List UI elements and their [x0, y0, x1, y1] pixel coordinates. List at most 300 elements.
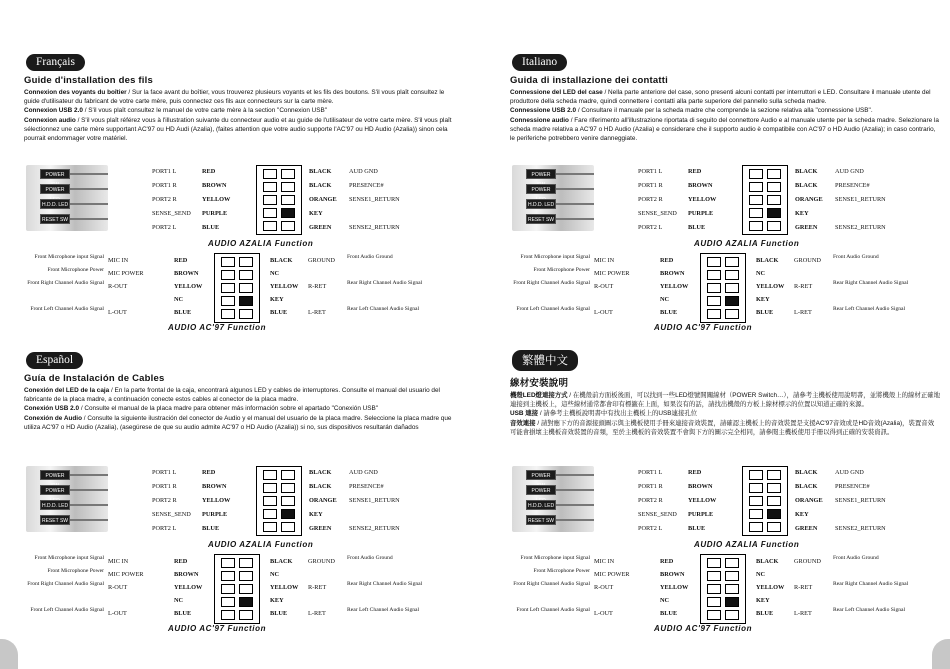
ac97-left-pin-label: L-OUT: [108, 610, 127, 617]
hd-left-pin-label: PORT2 L: [152, 224, 177, 231]
ac97-left-wire-color: BLUE: [660, 610, 678, 617]
front-panel-cable-photo: [512, 165, 594, 231]
hd-left-wire-color: BROWN: [688, 182, 713, 189]
hd-left-wire-color: BROWN: [202, 182, 227, 189]
cable-plug: POWER: [526, 184, 556, 194]
ac97-left-desc: Front Left Channel Audio Signal: [516, 306, 590, 312]
key-pin: [725, 296, 739, 306]
ac97-right-desc: Rear Left Channel Audio Signal: [347, 306, 420, 312]
ac97-function-title: AUDIO AC'97 Function: [168, 323, 267, 332]
ac97-right-wire-color: YELLOW: [756, 283, 785, 290]
hd-right-pin-label: PRESENCE#: [835, 483, 870, 490]
ac97-left-pin-label: MIC IN: [594, 257, 615, 264]
ac97-audio-header: [214, 253, 260, 323]
paragraph: [24, 414, 454, 432]
section-title: Guida di installazione dei contatti: [510, 75, 668, 86]
cable-wire: [556, 489, 594, 491]
ac97-right-wire-color: NC: [756, 571, 766, 578]
cable-wire: [556, 203, 594, 205]
header-pin: [221, 584, 235, 594]
ac97-right-pin-label: GROUND: [308, 257, 335, 264]
header-pin: [221, 257, 235, 267]
ac97-right-wire-color: KEY: [270, 597, 284, 604]
ac97-left-pin-label: R-OUT: [594, 283, 614, 290]
header-pin: [767, 496, 781, 506]
section-title: 線材安裝說明: [510, 378, 569, 389]
ac97-right-wire-color: BLUE: [270, 610, 288, 617]
paragraph-text: / Consultare il manuale per la scheda madre che comprende la sezione relativa alla "connessione USB".: [576, 107, 873, 115]
ac97-function-title: AUDIO AC'97 Function: [654, 323, 753, 332]
ac97-right-pin-label: R-RET: [794, 283, 813, 290]
header-pin: [239, 584, 253, 594]
hd-left-wire-color: RED: [202, 168, 216, 175]
cable-wire: [70, 474, 108, 476]
cable-wire: [70, 188, 108, 190]
ac97-right-wire-color: KEY: [756, 296, 770, 303]
header-pin: [725, 584, 739, 594]
header-pin: [707, 283, 721, 293]
header-pin: [263, 483, 277, 493]
key-pin: [767, 208, 781, 218]
hd-left-pin-label: PORT1 R: [152, 182, 177, 189]
cable-plug: H.D.D. LED: [40, 500, 70, 510]
paragraph-lead: Connessione USB 2.0: [510, 107, 577, 115]
ac97-left-wire-color: RED: [174, 257, 188, 264]
hd-right-wire-color: KEY: [795, 210, 809, 217]
hd-left-pin-label: PORT2 L: [638, 224, 663, 231]
paragraph: [24, 386, 454, 404]
hd-left-pin-label: SENSE_SEND: [152, 511, 191, 518]
hd-left-pin-label: SENSE_SEND: [638, 210, 677, 217]
cable-wire: [556, 173, 594, 175]
header-pin: [221, 309, 235, 319]
header-pin: [749, 169, 763, 179]
hd-right-wire-color: KEY: [309, 210, 323, 217]
hd-right-wire-color: ORANGE: [795, 196, 823, 203]
header-pin: [749, 496, 763, 506]
cable-wire: [70, 173, 108, 175]
header-pin: [725, 309, 739, 319]
header-pin: [749, 221, 763, 231]
ac97-right-desc: Front Audio Ground: [347, 254, 393, 260]
ac97-left-pin-label: L-OUT: [108, 309, 127, 316]
hd-left-pin-label: PORT2 R: [152, 497, 177, 504]
cable-plug: POWER: [526, 169, 556, 179]
cable-wire: [556, 218, 594, 220]
ac97-function-title: AUDIO AC'97 Function: [654, 624, 753, 633]
section-body: [510, 391, 940, 437]
ac97-left-wire-color: YELLOW: [174, 584, 203, 591]
hd-left-pin-label: SENSE_SEND: [638, 511, 677, 518]
hd-left-wire-color: YELLOW: [202, 196, 231, 203]
ac97-right-wire-color: YELLOW: [270, 283, 299, 290]
cable-wire: [556, 188, 594, 190]
hd-right-pin-label: SENSE2_RETURN: [349, 224, 400, 231]
header-pin: [707, 309, 721, 319]
header-pin: [263, 182, 277, 192]
section-title: Guía de Instalación de Cables: [24, 373, 165, 384]
ac97-left-desc: Front Microphone Power: [533, 568, 590, 574]
ac97-left-wire-color: BROWN: [174, 270, 199, 277]
ac97-right-desc: Rear Right Channel Audio Signal: [833, 280, 909, 286]
header-pin: [281, 470, 295, 480]
paragraph-lead: 音效連接: [510, 419, 536, 427]
ac97-left-wire-color: BLUE: [174, 610, 192, 617]
ac97-right-wire-color: KEY: [756, 597, 770, 604]
hd-right-wire-color: BLACK: [309, 469, 332, 476]
paragraph-text: / 在機殼前方面板後面，可以找到一些LED燈號開關線材（POWER Switch…），請參考主機板使用說明書，並將機殼上的線材正確地連接到主機板上，這些線材通常都會印有標籤在上面，如果沒有的話，請找出機殼的方板上線材標示的位置以知道正確的來源。: [510, 392, 940, 409]
header-pin: [707, 257, 721, 267]
hd-left-pin-label: PORT1 R: [638, 182, 663, 189]
ac97-left-desc: Front Microphone Power: [47, 568, 104, 574]
header-pin: [221, 597, 235, 607]
cable-plug: RESET SW: [526, 214, 556, 224]
ac97-right-desc: Front Audio Ground: [833, 254, 879, 260]
header-pin: [281, 522, 295, 532]
paragraph-lead: Conexión USB 2.0: [24, 405, 80, 413]
ac97-left-pin-label: MIC POWER: [108, 571, 144, 578]
hd-left-pin-label: PORT2 L: [152, 525, 177, 532]
header-pin: [725, 270, 739, 280]
header-pin: [239, 257, 253, 267]
paragraph: [510, 116, 940, 144]
ac97-left-pin-label: MIC POWER: [108, 270, 144, 277]
paragraph-text: / Nella parte anteriore del case, sono presenti alcuni contatti per interruttori e LED. Consultare il manuale utente del produttore della scheda madre, quindi connettere i contatti alla parte superiore del pannello sulla scheda madre.: [510, 89, 931, 106]
hd-left-wire-color: BLUE: [688, 224, 706, 231]
hd-right-pin-label: SENSE2_RETURN: [835, 525, 886, 532]
header-pin: [749, 509, 763, 519]
key-pin: [239, 597, 253, 607]
cable-wire: [70, 218, 108, 220]
ac97-left-wire-color: RED: [660, 257, 674, 264]
audio-pinout-diagram: [24, 165, 460, 345]
key-pin: [767, 509, 781, 519]
ac97-left-pin-label: R-OUT: [108, 584, 128, 591]
ac97-right-wire-color: BLACK: [756, 257, 779, 264]
hd-right-wire-color: KEY: [795, 511, 809, 518]
header-pin: [221, 283, 235, 293]
cable-wire: [556, 504, 594, 506]
hd-left-wire-color: YELLOW: [202, 497, 231, 504]
ac97-left-wire-color: RED: [660, 558, 674, 565]
header-pin: [767, 522, 781, 532]
paragraph: [24, 116, 454, 144]
paragraph-lead: Connexion des voyants du boîtier: [24, 89, 127, 96]
hd-right-pin-label: PRESENCE#: [835, 182, 870, 189]
hd-audio-header: [742, 466, 788, 536]
paragraph-lead: USB 連接: [510, 410, 539, 418]
header-pin: [281, 195, 295, 205]
hd-audio-header: [256, 165, 302, 235]
language-badge: Italiano: [512, 54, 567, 71]
hd-right-wire-color: BLACK: [309, 182, 332, 189]
header-pin: [221, 610, 235, 620]
key-pin: [725, 597, 739, 607]
header-pin: [725, 571, 739, 581]
ac97-right-pin-label: L-RET: [794, 610, 812, 617]
cable-plug: RESET SW: [40, 214, 70, 224]
ac97-left-wire-color: NC: [174, 597, 184, 604]
ac97-left-desc: Front Right Channel Audio Signal: [27, 581, 104, 587]
ac97-left-pin-label: MIC IN: [108, 558, 129, 565]
header-pin: [767, 169, 781, 179]
header-pin: [767, 470, 781, 480]
ac97-left-pin-label: R-OUT: [108, 283, 128, 290]
hd-right-wire-color: BLACK: [795, 168, 818, 175]
paragraph-text: / S'il vous plaît référez vous à l'illustration suivante du connecteur audio et au guide de l'utilisateur de votre carte mère. S'il vous plaît sélectionnez une carte mère supportant AC'97 ou HD Audi (Azalia), (faites attention que votre audio supporte l'AC'97 ou HD Audio (Azalia)) sinon cela pourrait endommager votre matériel.: [24, 116, 452, 143]
audio-pinout-diagram: [510, 165, 946, 345]
ac97-right-desc: Rear Left Channel Audio Signal: [833, 607, 906, 613]
ac97-left-wire-color: YELLOW: [174, 283, 203, 290]
ac97-left-pin-label: MIC IN: [108, 257, 129, 264]
header-pin: [263, 221, 277, 231]
ac97-right-pin-label: L-RET: [308, 309, 326, 316]
hd-right-pin-label: AUD GND: [835, 168, 864, 175]
hd-right-pin-label: PRESENCE#: [349, 182, 384, 189]
header-pin: [767, 195, 781, 205]
ac97-left-desc: Front Left Channel Audio Signal: [30, 607, 104, 613]
cable-plug: RESET SW: [526, 515, 556, 525]
hd-right-wire-color: BLACK: [309, 483, 332, 490]
front-panel-cable-photo: [26, 165, 108, 231]
hd-left-pin-label: PORT1 L: [638, 469, 663, 476]
ac97-right-wire-color: BLACK: [270, 257, 293, 264]
ac97-left-desc: Front Left Channel Audio Signal: [516, 607, 590, 613]
header-pin: [239, 309, 253, 319]
header-pin: [749, 208, 763, 218]
ac97-right-desc: Rear Left Channel Audio Signal: [347, 607, 420, 613]
section-italiano: [510, 52, 946, 372]
paragraph-lead: 機殼LED燈連接方式: [510, 392, 568, 399]
header-pin: [767, 182, 781, 192]
paragraph: [510, 419, 940, 437]
ac97-left-pin-label: MIC POWER: [594, 270, 630, 277]
cable-plug: POWER: [40, 470, 70, 480]
header-pin: [707, 610, 721, 620]
ac97-left-desc: Front Microphone input Signal: [520, 555, 590, 561]
ac97-right-pin-label: L-RET: [308, 610, 326, 617]
header-pin: [221, 571, 235, 581]
ac97-left-wire-color: BROWN: [660, 571, 685, 578]
header-pin: [725, 257, 739, 267]
section-espanol: [24, 350, 460, 669]
ac97-right-wire-color: YELLOW: [756, 584, 785, 591]
cable-plug: POWER: [40, 169, 70, 179]
cable-plug: H.D.D. LED: [526, 199, 556, 209]
ac97-left-pin-label: R-OUT: [594, 584, 614, 591]
header-pin: [221, 270, 235, 280]
hd-left-pin-label: PORT1 L: [152, 168, 177, 175]
hd-audio-header: [256, 466, 302, 536]
hd-right-pin-label: SENSE2_RETURN: [835, 224, 886, 231]
header-pin: [263, 496, 277, 506]
hd-left-wire-color: RED: [688, 469, 702, 476]
ac97-left-desc: Front Right Channel Audio Signal: [27, 280, 104, 286]
header-pin: [239, 558, 253, 568]
paragraph-lead: Connessione audio: [510, 116, 569, 124]
ac97-left-wire-color: RED: [174, 558, 188, 565]
ac97-right-wire-color: NC: [270, 571, 280, 578]
hd-right-pin-label: SENSE1_RETURN: [835, 196, 886, 203]
ac97-left-pin-label: L-OUT: [594, 309, 613, 316]
ac97-right-wire-color: BLUE: [270, 309, 288, 316]
header-pin: [239, 571, 253, 581]
hd-left-wire-color: BROWN: [688, 483, 713, 490]
paragraph: [510, 106, 940, 115]
azalia-function-title: AUDIO AZALIA Function: [208, 239, 314, 248]
ac97-left-wire-color: BROWN: [174, 571, 199, 578]
ac97-right-wire-color: BLACK: [756, 558, 779, 565]
header-pin: [281, 496, 295, 506]
header-pin: [707, 584, 721, 594]
ac97-left-desc: Front Right Channel Audio Signal: [513, 581, 590, 587]
key-pin: [239, 296, 253, 306]
hd-right-wire-color: BLACK: [795, 483, 818, 490]
paragraph-text: / Sur la face avant du boîtier, vous trouverez plusieurs voyants et les fils des boutons. S'il vous plaît consultez le guide d'utilisateur du fabricant de votre carte mère, puis connectez ces fils aux connecteurs sur la carte mère.: [24, 89, 445, 106]
hd-right-wire-color: GREEN: [309, 525, 332, 532]
ac97-right-wire-color: BLACK: [270, 558, 293, 565]
header-pin: [239, 283, 253, 293]
ac97-right-desc: Rear Right Channel Audio Signal: [347, 280, 423, 286]
hd-right-wire-color: KEY: [309, 511, 323, 518]
hd-right-wire-color: GREEN: [795, 224, 818, 231]
header-pin: [281, 169, 295, 179]
hd-right-pin-label: SENSE2_RETURN: [349, 525, 400, 532]
ac97-left-wire-color: YELLOW: [660, 584, 689, 591]
cable-plug: POWER: [40, 184, 70, 194]
ac97-left-desc: Front Microphone Power: [533, 267, 590, 273]
cable-wire: [556, 474, 594, 476]
cable-wire: [70, 203, 108, 205]
ac97-right-pin-label: R-RET: [308, 584, 327, 591]
hd-left-pin-label: PORT1 R: [152, 483, 177, 490]
language-badge: Français: [26, 54, 85, 71]
ac97-left-wire-color: BROWN: [660, 270, 685, 277]
header-pin: [749, 483, 763, 493]
ac97-left-pin-label: MIC POWER: [594, 571, 630, 578]
hd-right-pin-label: PRESENCE#: [349, 483, 384, 490]
cable-wire: [70, 489, 108, 491]
hd-left-wire-color: PURPLE: [202, 511, 228, 518]
cable-plug: POWER: [40, 485, 70, 495]
section-body: [510, 88, 940, 143]
hd-right-pin-label: AUD GND: [349, 469, 378, 476]
paragraph-text: / 請對應下方的音源接頭圖示與主機板使用手冊來連接音效裝置，請確認主機板上的音效裝置是支援AC'97音效或是HD音效(Azalia)，裝置音效可能會損壞主機板音效裝置的音頻，至於主機板的音效裝置不會與下方的圖示完全相同，請參閱主機板使用手冊以得到正確的安裝資訊。: [510, 419, 935, 436]
hd-left-wire-color: PURPLE: [688, 511, 714, 518]
cable-wire: [70, 519, 108, 521]
ac97-right-pin-label: GROUND: [794, 558, 821, 565]
paragraph: [24, 404, 454, 413]
ac97-right-wire-color: NC: [756, 270, 766, 277]
ac97-right-wire-color: BLUE: [756, 309, 774, 316]
audio-pinout-diagram: [510, 466, 946, 646]
header-pin: [281, 483, 295, 493]
cable-plug: H.D.D. LED: [40, 199, 70, 209]
hd-left-wire-color: YELLOW: [688, 196, 717, 203]
audio-pinout-diagram: [24, 466, 460, 646]
hd-left-wire-color: BLUE: [688, 525, 706, 532]
paragraph-lead: Connessione del LED del case: [510, 89, 603, 96]
header-pin: [707, 558, 721, 568]
hd-left-wire-color: PURPLE: [688, 210, 714, 217]
header-pin: [239, 610, 253, 620]
cable-wire: [556, 519, 594, 521]
header-pin: [707, 597, 721, 607]
hd-left-wire-color: BLUE: [202, 224, 220, 231]
ac97-left-desc: Front Microphone input Signal: [34, 254, 104, 260]
section-title: Guide d'installation des fils: [24, 75, 153, 86]
ac97-left-desc: Front Microphone Power: [47, 267, 104, 273]
paragraph: [510, 409, 940, 418]
paragraph: [510, 88, 940, 106]
ac97-right-desc: Front Audio Ground: [833, 555, 879, 561]
azalia-function-title: AUDIO AZALIA Function: [694, 239, 800, 248]
header-pin: [221, 558, 235, 568]
hd-left-wire-color: RED: [688, 168, 702, 175]
ac97-left-wire-color: BLUE: [660, 309, 678, 316]
front-panel-cable-photo: [512, 466, 594, 532]
header-pin: [707, 571, 721, 581]
ac97-audio-header: [700, 253, 746, 323]
header-pin: [707, 270, 721, 280]
hd-left-wire-color: BROWN: [202, 483, 227, 490]
ac97-function-title: AUDIO AC'97 Function: [168, 624, 267, 633]
ac97-audio-header: [700, 554, 746, 624]
hd-left-pin-label: PORT1 R: [638, 483, 663, 490]
header-pin: [239, 270, 253, 280]
ac97-left-pin-label: MIC IN: [594, 558, 615, 565]
hd-right-wire-color: GREEN: [309, 224, 332, 231]
ac97-right-wire-color: YELLOW: [270, 584, 299, 591]
header-pin: [221, 296, 235, 306]
paragraph-text: / Consulte el manual de la placa madre para obtener más información sobre el apartado "Conexión USB": [79, 405, 379, 413]
header-pin: [263, 195, 277, 205]
azalia-function-title: AUDIO AZALIA Function: [208, 540, 314, 549]
header-pin: [767, 483, 781, 493]
hd-right-pin-label: SENSE1_RETURN: [349, 196, 400, 203]
ac97-audio-header: [214, 554, 260, 624]
paragraph-text: / S'il vous plaît consultez le manuel de votre carte mère à la section "Connexion USB": [82, 107, 328, 115]
ac97-right-desc: Front Audio Ground: [347, 555, 393, 561]
hd-left-pin-label: SENSE_SEND: [152, 210, 191, 217]
paragraph: [24, 106, 454, 115]
ac97-right-pin-label: R-RET: [308, 283, 327, 290]
ac97-left-desc: Front Microphone input Signal: [34, 555, 104, 561]
section-francais: [24, 52, 460, 372]
hd-right-pin-label: AUD GND: [349, 168, 378, 175]
ac97-left-pin-label: L-OUT: [594, 610, 613, 617]
ac97-right-pin-label: R-RET: [794, 584, 813, 591]
paragraph-text: / 請參考主機板說明書中有找出主機板上的USB連接孔位: [538, 410, 698, 418]
cable-wire: [70, 504, 108, 506]
header-pin: [281, 221, 295, 231]
paragraph-text: / Fare riferimento all'illustrazione riportata di seguito del connettore Audio e al manuale utente per la scheda madre. Selezionare la scheda madre relativa a AC'97 o HD Audio (Azalia) e considerare che il supporto audio è compatibile con AC'97 o HD Audio (Azalia); in caso contrario, le periferiche potrebbero venire danneggiate.: [510, 116, 939, 143]
hd-left-wire-color: RED: [202, 469, 216, 476]
ac97-left-wire-color: NC: [660, 296, 670, 303]
hd-right-pin-label: SENSE1_RETURN: [835, 497, 886, 504]
paragraph-lead: Conexión del LED de la caja: [24, 387, 110, 394]
section-body: [24, 88, 454, 143]
header-pin: [749, 195, 763, 205]
header-pin: [767, 221, 781, 231]
header-pin: [749, 470, 763, 480]
ac97-right-desc: Rear Right Channel Audio Signal: [347, 581, 423, 587]
hd-right-wire-color: GREEN: [795, 525, 818, 532]
cable-plug: POWER: [526, 485, 556, 495]
cable-plug: H.D.D. LED: [526, 500, 556, 510]
hd-left-pin-label: PORT2 R: [152, 196, 177, 203]
hd-left-pin-label: PORT2 L: [638, 525, 663, 532]
